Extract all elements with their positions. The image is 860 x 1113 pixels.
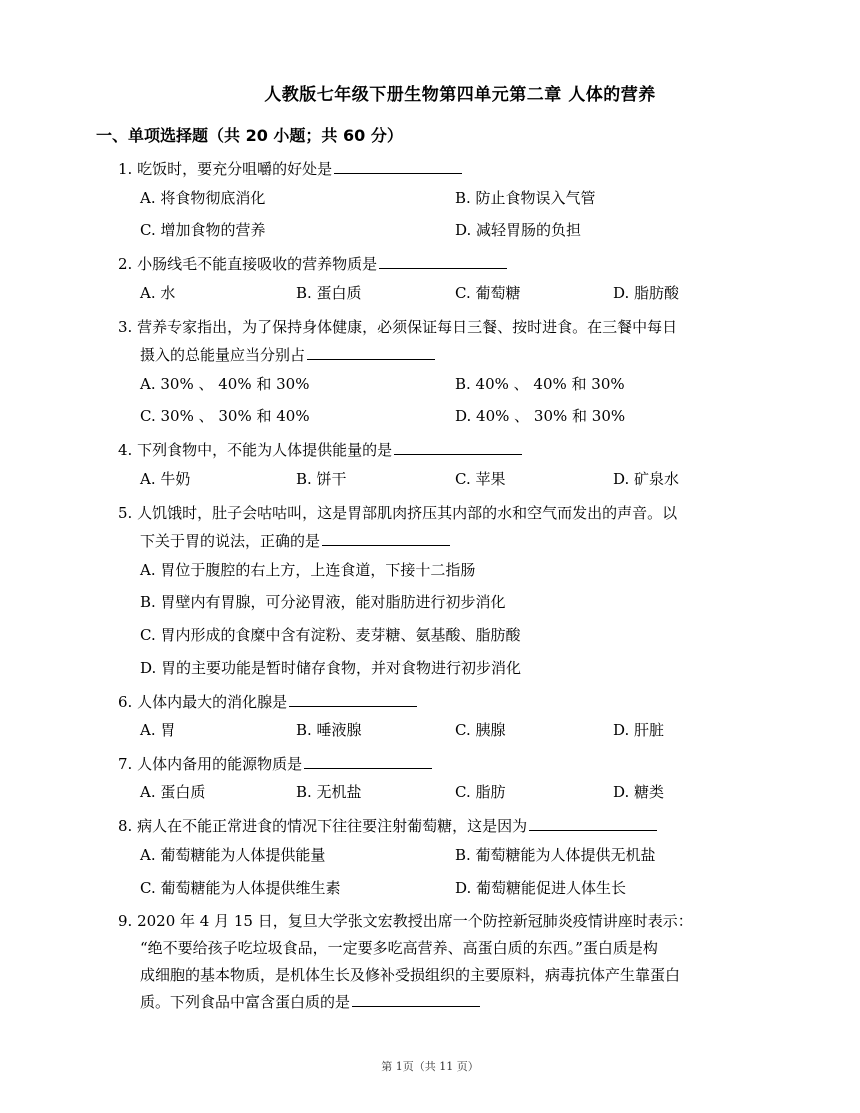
question-2-option-b[interactable]: B. 蛋白质 (296, 284, 362, 302)
question-5-stem-continued: 下关于胃的说法，正确的是 (140, 530, 450, 551)
answer-blank[interactable] (334, 158, 462, 174)
question-6-stem: 6. 人体内最大的消化腺是 (118, 691, 417, 712)
question-5-option-c[interactable]: C. 胃内形成的食糜中含有淀粉、麦芽糖、氨基酸、脂肪酸 (140, 626, 521, 644)
question-6-option-d[interactable]: D. 肝脏 (613, 721, 665, 739)
question-8-option-b[interactable]: B. 葡萄糖能为人体提供无机盐 (455, 846, 656, 864)
question-2-stem: 2. 小肠线毛不能直接吸收的营养物质是 (118, 253, 507, 274)
question-5-option-b[interactable]: B. 胃壁内有胃腺，可分泌胃液，能对脂肪进行初步消化 (140, 593, 506, 611)
question-7-option-a[interactable]: A. 蛋白质 (140, 783, 206, 801)
page-footer: 第 1页（共 11 页） (381, 1060, 479, 1073)
question-3-option-b[interactable]: B. 40% 、 40% 和 30% (455, 375, 625, 393)
answer-blank[interactable] (289, 691, 417, 707)
question-3-stem-continued: 摄入的总能量应当分别占 (140, 344, 435, 365)
question-3-option-d[interactable]: D. 40% 、 30% 和 30% (455, 407, 626, 425)
question-6-option-c[interactable]: C. 胰腺 (455, 721, 506, 739)
question-2-option-a[interactable]: A. 水 (140, 284, 176, 302)
question-9-stem-line-4: 质。下列食品中富含蛋白质的是 (140, 991, 480, 1012)
question-8-option-a[interactable]: A. 葡萄糖能为人体提供能量 (140, 846, 326, 864)
question-5-option-a[interactable]: A. 胃位于腹腔的右上方，上连食道，下接十二指肠 (140, 561, 476, 579)
answer-blank[interactable] (379, 253, 507, 269)
answer-blank[interactable] (307, 344, 435, 360)
question-7-stem: 7. 人体内备用的能源物质是 (118, 753, 432, 774)
question-9-stem: 9. 2020 年 4 月 15 日，复旦大学张文宏教授出席一个防控新冠肺炎疫情讲座时表示： (118, 912, 693, 930)
question-3-stem: 3. 营养专家指出，为了保持身体健康，必须保证每日三餐、按时进食。在三餐中每日 (118, 318, 678, 336)
question-3-option-c[interactable]: C. 30% 、 30% 和 40% (140, 407, 310, 425)
answer-blank[interactable] (394, 439, 522, 455)
question-9-stem-line-3: 成细胞的基本物质，是机体生长及修补受损组织的主要原料，病毒抗体产生靠蛋白 (140, 966, 681, 984)
question-4-option-b[interactable]: B. 饼干 (296, 470, 347, 488)
question-1-option-b[interactable]: B. 防止食物误入气管 (455, 189, 596, 207)
question-8-option-c[interactable]: C. 葡萄糖能为人体提供维生素 (140, 879, 341, 897)
answer-blank[interactable] (529, 815, 657, 831)
answer-blank[interactable] (304, 753, 432, 769)
question-7-option-c[interactable]: C. 脂肪 (455, 783, 506, 801)
question-8-option-d[interactable]: D. 葡萄糖能促进人体生长 (455, 879, 627, 897)
question-2-option-c[interactable]: C. 葡萄糖 (455, 284, 521, 302)
question-3-option-a[interactable]: A. 30% 、 40% 和 30% (140, 375, 310, 393)
question-8-stem: 8. 病人在不能正常进食的情况下往往要注射葡萄糖，这是因为 (118, 815, 657, 836)
question-1-stem: 1. 吃饭时，要充分咀嚼的好处是 (118, 158, 462, 179)
question-5-option-d[interactable]: D. 胃的主要功能是暂时储存食物，并对食物进行初步消化 (140, 659, 522, 677)
section-heading: 一、单项选择题（共 20 小题；共 60 分） (96, 126, 403, 145)
question-1-option-d[interactable]: D. 减轻胃肠的负担 (455, 221, 582, 239)
question-6-option-a[interactable]: A. 胃 (140, 721, 176, 739)
question-1-option-c[interactable]: C. 增加食物的营养 (140, 221, 266, 239)
question-6-option-b[interactable]: B. 唾液腺 (296, 721, 362, 739)
question-5-stem: 5. 人饥饿时，肚子会咕咕叫，这是胃部肌肉挤压其内部的水和空气而发出的声音。以 (118, 504, 678, 522)
question-7-option-d[interactable]: D. 糖类 (613, 783, 665, 801)
question-4-stem: 4. 下列食物中，不能为人体提供能量的是 (118, 439, 522, 460)
question-4-option-d[interactable]: D. 矿泉水 (613, 470, 680, 488)
question-4-option-c[interactable]: C. 苹果 (455, 470, 506, 488)
page-title: 人教版七年级下册生物第四单元第二章 人体的营养 (264, 85, 656, 105)
question-9-stem-line-2: “绝不要给孩子吃垃圾食品，一定要多吃高营养、高蛋白质的东西。”蛋白质是构 (140, 939, 658, 957)
question-4-option-a[interactable]: A. 牛奶 (140, 470, 191, 488)
answer-blank[interactable] (322, 530, 450, 546)
question-2-option-d[interactable]: D. 脂肪酸 (613, 284, 680, 302)
question-1-option-a[interactable]: A. 将食物彻底消化 (140, 189, 266, 207)
answer-blank[interactable] (352, 991, 480, 1007)
question-7-option-b[interactable]: B. 无机盐 (296, 783, 362, 801)
